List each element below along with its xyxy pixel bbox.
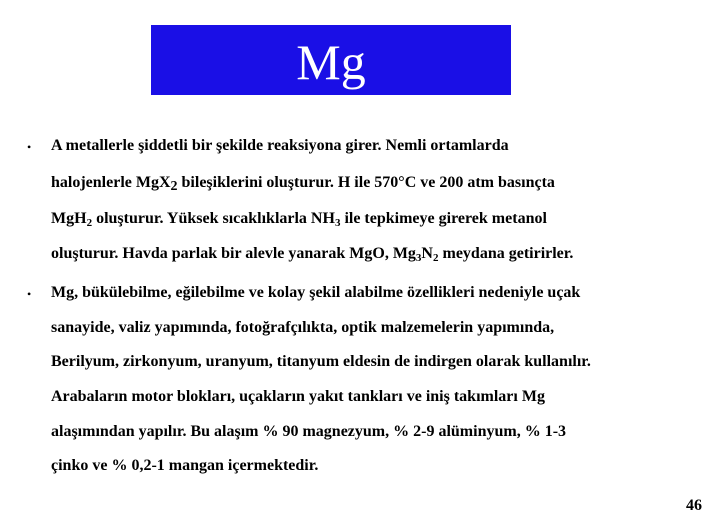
- text-segment: O, Mg: [372, 245, 416, 262]
- text-segment: oluşturur. Havda parlak bir alevle yanarak Mg: [51, 245, 373, 262]
- title-banner: [151, 25, 511, 95]
- paragraph-1-line-4: [51, 246, 573, 262]
- text-segment: N: [421, 245, 433, 262]
- paragraph-2-line-4: Arabaların motor blokları, uçakların yakıt tankları ve iniş takımları Mg: [51, 388, 545, 405]
- text-segment: Mg: [51, 210, 75, 227]
- paragraph-2-line-3: Berilyum, zirkonyum, uranyum, titanyum eldesin de indirgen olarak kullanılır.: [51, 353, 591, 370]
- subscript: 3: [415, 252, 422, 264]
- subscript: 2: [86, 217, 93, 229]
- text-segment: halojenlerle Mg: [51, 174, 159, 191]
- bullet-1: •: [27, 140, 32, 154]
- formula-x2: [158, 174, 178, 194]
- subscript: 2: [432, 252, 439, 264]
- text-segment: bileşiklerini oluşturur. H ile 570°C ve 200 atm basınçta: [177, 174, 555, 191]
- paragraph-1-line-3: [51, 211, 547, 227]
- text-segment: H: [74, 210, 87, 227]
- paragraph-1-line-2: [51, 174, 555, 194]
- bullet-2: •: [27, 287, 32, 301]
- page-number: 46: [686, 497, 702, 514]
- subscript: 3: [334, 217, 341, 229]
- subscript: 2: [170, 179, 178, 194]
- paragraph-2-line-1: Mg, bükülebilme, eğilebilme ve kolay şekil alabilme özellikleri nedeniyle uçak: [51, 284, 581, 301]
- text-segment: ile tepkimeye girerek metanol: [340, 210, 547, 227]
- text-segment: meydana getirirler.: [438, 245, 574, 262]
- text-segment: oluşturur. Yüksek sıcaklıklarla NH: [92, 210, 335, 227]
- slide-title: Mg: [296, 34, 366, 90]
- paragraph-2-line-5: alaşımından yapılır. Bu alaşım % 90 magnezyum, % 2-9 alüminyum, % 1-3: [51, 423, 567, 440]
- formula-x: X: [158, 174, 171, 191]
- paragraph-2-line-2: sanayide, valiz yapımında, fotoğrafçılıkta, optik malzemelerin yapımında,: [51, 319, 555, 336]
- paragraph-1-line-1: A metallerle şiddetli bir şekilde reaksiyona girer. Nemli ortamlarda: [51, 137, 509, 154]
- paragraph-2-line-6: çinko ve % 0,2-1 mangan içermektedir.: [51, 457, 319, 474]
